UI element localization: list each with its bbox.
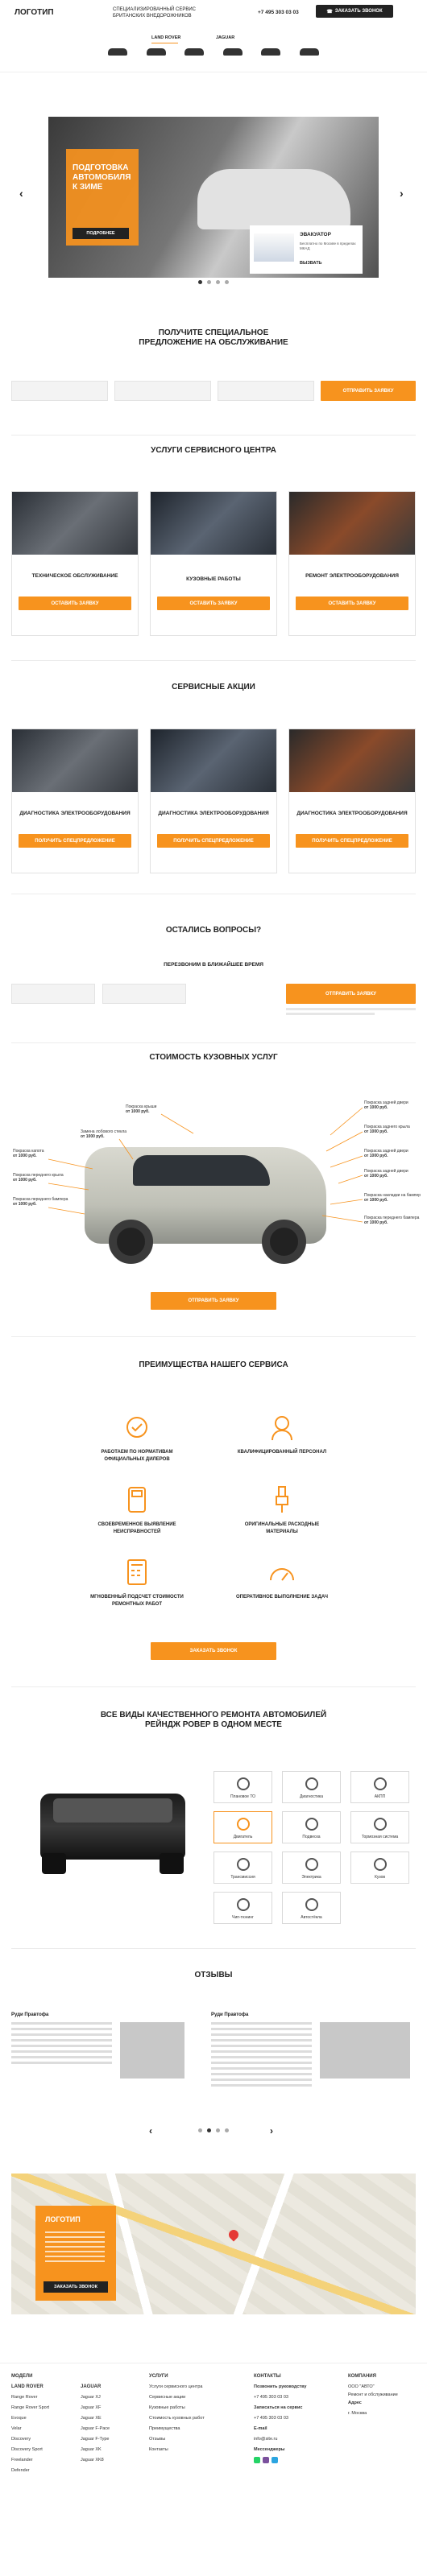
black-car-image xyxy=(32,1779,193,1876)
footer-link[interactable]: Кузовные работы xyxy=(149,2405,185,2410)
slider-dot[interactable] xyxy=(207,280,211,284)
service-card xyxy=(288,491,416,636)
repair-tile[interactable]: Трансмиссия xyxy=(214,1852,272,1884)
promo-card xyxy=(288,729,416,873)
price-label: Покраска переднего бампера от 1000 руб. xyxy=(364,1216,420,1225)
electrics-icon xyxy=(305,1858,318,1871)
footer-link[interactable]: Услуги сервисного центра xyxy=(149,2384,203,2389)
promo-card xyxy=(150,729,277,873)
repair-tile[interactable]: Автостёкла xyxy=(282,1892,341,1924)
footer-link[interactable]: Jaguar F-Type xyxy=(81,2437,110,2442)
footer-heading: КОНТАКТЫ xyxy=(254,2374,281,2379)
advantage-text: МГНОВЕННЫЙ ПОДСЧЕТ СТОИМОСТИ РЕМОНТНЫХ РАБОТ xyxy=(90,1595,184,1607)
brand-tab-jaguar[interactable]: JAGUAR xyxy=(216,35,235,40)
services-title: УСЛУГИ СЕРВИСНОГО ЦЕНТРА xyxy=(151,446,276,455)
service-image xyxy=(151,492,276,555)
privacy-note xyxy=(286,1008,416,1010)
promo-name: ДИАГНОСТИКА ЭЛЕКТРООБОРУДОВАНИЯ xyxy=(19,811,131,816)
model-item[interactable] xyxy=(181,48,207,69)
footer-heading: УСЛУГИ xyxy=(149,2374,168,2379)
repair-tile[interactable]: Тормозная система xyxy=(350,1811,409,1843)
footer-link[interactable]: Range Rover xyxy=(11,2395,38,2400)
footer-phone[interactable]: +7 495 303 03 03 xyxy=(254,2395,288,2400)
service-image xyxy=(289,492,415,555)
price-label: Покраска крыши от 1000 руб. xyxy=(126,1104,157,1114)
engine-icon xyxy=(237,1818,250,1831)
review-card xyxy=(11,2013,205,2101)
footer-link[interactable]: Jaguar XK xyxy=(81,2447,102,2452)
promo-offer-button[interactable]: ПОЛУЧИТЬ СПЕЦПРЕДЛОЖЕНИЕ xyxy=(19,834,131,848)
promo-offer-button[interactable]: ПОЛУЧИТЬ СПЕЦПРЕДЛОЖЕНИЕ xyxy=(157,834,270,848)
review-dot[interactable] xyxy=(198,2128,202,2132)
footer-link[interactable]: Отзывы xyxy=(149,2437,166,2442)
repair-tile[interactable]: Чип-тюнинг xyxy=(214,1892,272,1924)
glass-icon xyxy=(305,1898,318,1911)
brand-tab-land-rover[interactable]: LAND ROVER xyxy=(151,35,181,40)
footer-col-services xyxy=(149,2372,238,2455)
footer-subheading: JAGUAR xyxy=(81,2384,102,2389)
header xyxy=(0,0,427,72)
footer xyxy=(0,2363,427,2576)
price-label: Покраска накладки на бампер от 1000 руб. xyxy=(364,1193,421,1203)
review-dot[interactable] xyxy=(216,2128,220,2132)
offer-select[interactable] xyxy=(218,381,314,401)
footer-label: Позвонить руководству xyxy=(254,2384,307,2389)
car-thumb xyxy=(300,48,319,56)
worker-icon xyxy=(266,1413,298,1442)
phone-icon: ☎ xyxy=(326,9,333,14)
promo-offer-button[interactable]: ПОЛУЧИТЬ СПЕЦПРЕДЛОЖЕНИЕ xyxy=(296,834,408,848)
car-thumb xyxy=(147,48,166,56)
reviewer-name: Руди Правтофа xyxy=(11,2013,49,2017)
advantage-text: ОРИГИНАЛЬНЫЕ РАСХОДНЫЕ МАТЕРИАЛЫ xyxy=(244,1522,320,1534)
footer-text: Ремонт и обслуживание xyxy=(348,2392,398,2397)
footer-phone[interactable]: +7 495 303 03 03 xyxy=(254,2416,288,2421)
service-request-button[interactable]: ОСТАВИТЬ ЗАЯВКУ xyxy=(157,597,270,610)
repair-tile[interactable]: Электрика xyxy=(282,1852,341,1884)
footer-link[interactable]: Jaguar XF xyxy=(81,2405,102,2410)
service-name: РЕМОНТ ЭЛЕКТРООБОРУДОВАНИЯ xyxy=(305,573,399,579)
footer-label: Записаться на сервис xyxy=(254,2405,303,2410)
tagline: СПЕЦИАЛИЗИРОВАННЫЙ СЕРВИС БРИТАНСКИХ ВНЕДОРОЖНИКОВ xyxy=(113,7,197,19)
questions-subtitle: ПЕРЕЗВОНИМ В БЛИЖАЙШЕЕ ВРЕМЯ xyxy=(164,962,263,968)
divider xyxy=(11,660,416,661)
car-wheel xyxy=(160,1853,184,1874)
body-prices-button[interactable]: ОТПРАВИТЬ ЗАЯВКУ xyxy=(151,1292,276,1310)
advantages-title: ПРЕИМУЩЕСТВА НАШЕГО СЕРВИСА xyxy=(139,1360,288,1369)
evacuator-card xyxy=(250,225,363,274)
price-label: Покраска переднего крыла от 1000 руб. xyxy=(13,1173,64,1183)
next-arrow-icon[interactable]: › xyxy=(400,187,404,200)
hero-banner xyxy=(48,117,379,278)
service-name: ТЕХНИЧЕСКОЕ ОБСЛУЖИВАНИЕ xyxy=(31,573,118,579)
advantage-text: РАБОТАЕМ ПО НОРМАТИВАМ ОФИЦИАЛЬНЫХ ДИЛЕРОВ xyxy=(101,1450,173,1462)
footer-link[interactable]: Discovery Sport xyxy=(11,2447,43,2452)
spark-plug-icon xyxy=(266,1485,298,1514)
header-phone[interactable]: +7 495 303 03 03 xyxy=(258,10,299,15)
transmission-icon xyxy=(237,1858,250,1871)
promo-card xyxy=(11,729,139,873)
repair-tile[interactable]: Подвеска xyxy=(282,1811,341,1843)
review-image xyxy=(320,2022,410,2079)
map-call-button[interactable]: ЗАКАЗАТЬ ЗВОНОК xyxy=(44,2281,108,2293)
advantages-call-button[interactable]: ЗАКАЗАТЬ ЗВОНОК xyxy=(151,1642,276,1660)
footer-label: Мессенджеры xyxy=(254,2447,285,2452)
divider xyxy=(11,1686,416,1687)
footer-text: ООО "АВТО" xyxy=(348,2384,375,2389)
footer-email[interactable]: info@site.ru xyxy=(254,2437,278,2442)
whatsapp-icon[interactable] xyxy=(254,2457,260,2463)
footer-subheading: LAND ROVER xyxy=(11,2384,44,2389)
review-dot[interactable] xyxy=(207,2128,211,2132)
footer-link[interactable]: Discovery xyxy=(11,2437,31,2442)
body-icon xyxy=(374,1858,387,1871)
map[interactable] xyxy=(11,2174,416,2314)
speedometer-icon xyxy=(266,1558,298,1587)
car-thumb xyxy=(261,48,280,56)
model-item[interactable] xyxy=(220,48,246,69)
evacuator-title: ЭВАКУАТОР xyxy=(300,232,331,237)
logo[interactable]: ЛОГОТИП xyxy=(15,8,54,17)
repair-title: ВСЕ ВИДЫ КАЧЕСТВЕННОГО РЕМОНТА АВТОМОБИЛЕЙ РЕЙНДЖ РОВЕР В ОДНОМ МЕСТЕ xyxy=(100,1711,327,1729)
questions-name-input[interactable] xyxy=(11,984,95,1004)
map-info-box xyxy=(35,2206,116,2301)
reviews-title: ОТЗЫВЫ xyxy=(194,1971,233,1979)
service-card xyxy=(150,491,277,636)
model-strip xyxy=(105,48,322,69)
divider xyxy=(11,1336,416,1337)
footer-label: Адрес xyxy=(348,2401,362,2405)
footer-link[interactable]: Преимущества xyxy=(149,2426,180,2431)
footer-link[interactable]: Jaguar F-Pace xyxy=(81,2426,110,2431)
telegram-icon[interactable] xyxy=(272,2457,278,2463)
hero-car-image xyxy=(197,169,350,229)
price-label: Покраска капота от 1000 руб. xyxy=(13,1149,44,1158)
divider xyxy=(11,1042,416,1043)
advantage-text: КВАЛИФИЦИРОВАННЫЙ ПЕРСОНАЛ xyxy=(237,1450,327,1455)
hero-more-button[interactable]: ПОДРОБНЕЕ xyxy=(73,228,129,239)
car-wheel xyxy=(42,1853,66,1874)
service-request-button[interactable]: ОСТАВИТЬ ЗАЯВКУ xyxy=(296,597,408,610)
repair-tile[interactable]: Плановое ТО xyxy=(214,1771,272,1803)
service-image xyxy=(12,492,138,555)
offer-submit-button[interactable]: ОТПРАВИТЬ ЗАЯВКУ xyxy=(321,381,416,401)
hero-section xyxy=(0,113,427,290)
promo-image xyxy=(151,729,276,792)
service-request-button[interactable]: ОСТАВИТЬ ЗАЯВКУ xyxy=(19,597,131,610)
body-prices-title: СТОИМОСТЬ КУЗОВНЫХ УСЛУГ xyxy=(149,1053,278,1062)
footer-link[interactable]: Evoque xyxy=(11,2416,27,2421)
promo-name: ДИАГНОСТИКА ЭЛЕКТРООБОРУДОВАНИЯ xyxy=(158,811,269,816)
footer-link[interactable]: Сервисные акции xyxy=(149,2395,186,2400)
prev-arrow-icon[interactable]: ‹ xyxy=(19,187,23,200)
suspension-icon xyxy=(305,1818,318,1831)
repair-tile[interactable]: АКПП xyxy=(350,1771,409,1803)
footer-link[interactable]: Контакты xyxy=(149,2447,168,2452)
maintenance-icon xyxy=(237,1777,250,1790)
map-logo: ЛОГОТИП xyxy=(45,2215,81,2223)
calculator-icon xyxy=(121,1558,153,1587)
map-pin-icon xyxy=(227,2228,241,2242)
footer-label: E-mail xyxy=(254,2426,267,2431)
service-card xyxy=(11,491,139,636)
brakes-icon xyxy=(374,1818,387,1831)
questions-title: ОСТАЛИСЬ ВОПРОСЫ? xyxy=(165,926,262,935)
promo-image xyxy=(12,729,138,792)
footer-col-contacts xyxy=(254,2372,334,2463)
gearbox-icon xyxy=(374,1777,387,1790)
call-button[interactable] xyxy=(316,5,393,18)
footer-heading: КОМПАНИЯ xyxy=(348,2374,376,2379)
clipboard-icon xyxy=(121,1413,153,1442)
slider-dot[interactable] xyxy=(225,280,229,284)
diagnostics-icon xyxy=(305,1777,318,1790)
slider-dot[interactable] xyxy=(198,280,202,284)
call-button-label: ЗАКАЗАТЬ ЗВОНОК xyxy=(334,9,383,14)
messenger-icons xyxy=(254,2457,334,2463)
footer-link[interactable]: Стоимость кузовных работ xyxy=(149,2416,205,2421)
review-card xyxy=(211,2013,412,2101)
car-window xyxy=(53,1798,172,1823)
footer-link[interactable]: Freelander xyxy=(11,2458,33,2462)
footer-heading: МОДЕЛИ xyxy=(11,2374,33,2379)
hero-title: ПОДГОТОВКА АВТОМОБИЛЯ К ЗИМЕ xyxy=(73,163,131,192)
footer-col-company xyxy=(348,2372,421,2419)
model-item[interactable] xyxy=(258,48,284,69)
advantage-text: СВОЕВРЕМЕННОЕ ВЫЯВЛЕНИЕ НЕИСПРАВНОСТЕЙ xyxy=(97,1522,176,1534)
footer-link[interactable]: Velar xyxy=(11,2426,22,2431)
hero-promo-box xyxy=(66,149,139,246)
price-label: Замена лобового стекла от 1000 руб. xyxy=(81,1129,127,1139)
privacy-note xyxy=(286,1013,375,1015)
offer-name-input[interactable] xyxy=(11,381,108,401)
questions-submit-button[interactable]: ОТПРАВИТЬ ЗАЯВКУ xyxy=(286,984,416,1004)
offer-title: ПОЛУЧИТЕ СПЕЦИАЛЬНОЕ ПРЕДЛОЖЕНИЕ НА ОБСЛУЖИВАНИЕ xyxy=(139,328,288,347)
model-item[interactable] xyxy=(143,48,169,69)
chip-icon xyxy=(237,1898,250,1911)
price-label: Покраска заднего крыла от 1000 руб. xyxy=(364,1125,410,1134)
price-label: Покраска задней двери от 1000 руб. xyxy=(364,1149,408,1158)
repair-tile[interactable]: Диагностика xyxy=(282,1771,341,1803)
repair-tile[interactable]: Кузов xyxy=(350,1852,409,1884)
model-item[interactable] xyxy=(105,48,131,69)
reviews-dots xyxy=(0,2128,427,2134)
price-label: Покраска задней двери от 1000 руб. xyxy=(364,1169,408,1179)
divider xyxy=(11,435,416,436)
footer-text: г. Москва xyxy=(348,2411,367,2416)
review-image xyxy=(120,2022,184,2079)
price-label: Покраска задней двери от 1000 руб. xyxy=(364,1100,408,1110)
offer-phone-input[interactable] xyxy=(114,381,211,401)
promos-title: СЕРВИСНЫЕ АКЦИИ xyxy=(172,683,255,691)
reviewer-name: Руди Правтофа xyxy=(211,2013,249,2017)
footer-link[interactable]: Jaguar XE xyxy=(81,2416,102,2421)
pointer-lines xyxy=(0,1095,427,1240)
review-text xyxy=(211,2022,312,2090)
promo-image xyxy=(289,729,415,792)
price-label: Покраска переднего бампера от 1000 руб. xyxy=(13,1197,68,1207)
viber-icon[interactable] xyxy=(263,2457,269,2463)
truck-image xyxy=(254,233,294,262)
advantage-text: ОПЕРАТИВНОЕ ВЫПОЛНЕНИЕ ЗАДАЧ xyxy=(235,1595,329,1600)
map-address-lines xyxy=(45,2231,105,2264)
slider-dot[interactable] xyxy=(216,280,220,284)
footer-link[interactable]: Jaguar XJ xyxy=(81,2395,101,2400)
car-thumb xyxy=(184,48,204,56)
reviews-next-arrow-icon[interactable]: › xyxy=(270,2125,273,2136)
evacuator-button[interactable]: ВЫЗВАТЬ xyxy=(300,261,322,266)
slider-dots xyxy=(0,280,427,286)
evacuator-text: Бесплатно по Москве в пределах МКАД xyxy=(300,242,356,250)
multimeter-icon xyxy=(121,1485,153,1514)
car-thumb xyxy=(223,48,243,56)
car-thumb xyxy=(108,48,127,56)
footer-col-models xyxy=(11,2372,68,2476)
review-dot[interactable] xyxy=(225,2128,229,2132)
service-name: КУЗОВНЫЕ РАБОТЫ xyxy=(186,576,241,582)
questions-phone-input[interactable] xyxy=(102,984,186,1004)
footer-link[interactable]: Jaguar XK8 xyxy=(81,2458,104,2462)
footer-link[interactable]: Defender xyxy=(11,2468,30,2473)
footer-col-jaguar xyxy=(81,2382,137,2466)
divider xyxy=(11,1948,416,1949)
promo-name: ДИАГНОСТИКА ЭЛЕКТРООБОРУДОВАНИЯ xyxy=(296,811,408,816)
review-text xyxy=(11,2022,112,2067)
reviews-prev-arrow-icon[interactable]: ‹ xyxy=(149,2125,152,2136)
footer-link[interactable]: Range Rover Sport xyxy=(11,2405,50,2410)
model-item[interactable] xyxy=(296,48,322,69)
repair-tile-active[interactable]: Двигатель xyxy=(214,1811,272,1843)
